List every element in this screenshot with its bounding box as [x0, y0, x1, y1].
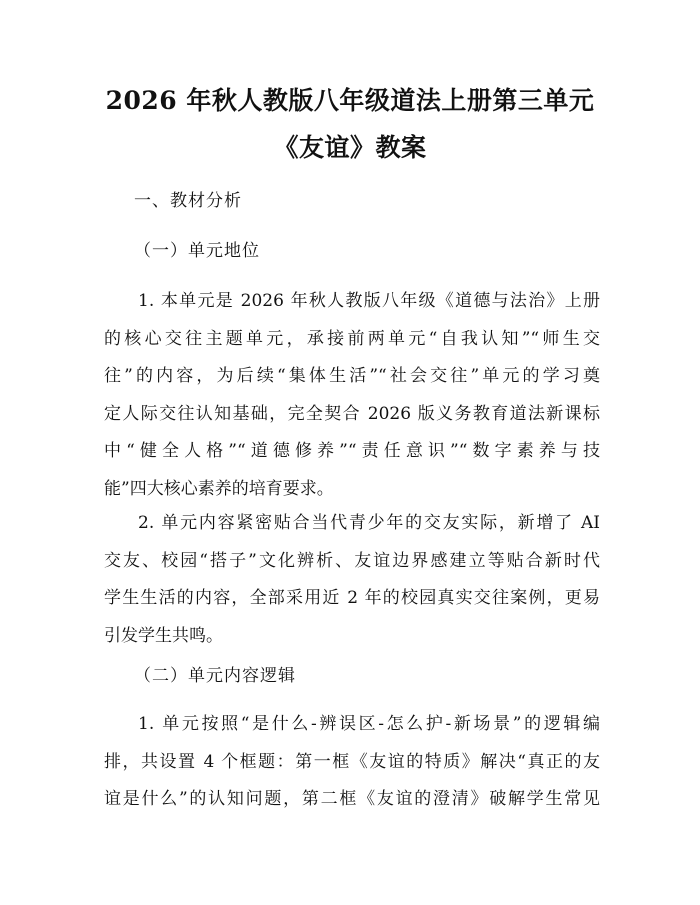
document-title-line-1: 2026 年秋人教版八年级道法上册第三单元 — [105, 86, 595, 115]
paragraph-line: 定人际交往认知基础，完全契合 2026 版义务教育道法新课标 — [104, 403, 600, 424]
paragraph-line: 2. 单元内容紧密贴合当代青少年的交友实际，新增了 AI — [138, 513, 600, 533]
paragraph-line: 引发学生共鸣。 — [104, 625, 223, 646]
subsection-heading-unit-position: （一）单元地位 — [134, 241, 260, 261]
paragraph-line: 交友、校园“搭子”文化辨析、友谊边界感建立等贴合新时代 — [104, 550, 600, 571]
section-heading-textbook-analysis: 一、教材分析 — [134, 191, 242, 211]
paragraph-line: 往”的内容，为后续“集体生活”“社会交往”单元的学习奠 — [104, 366, 600, 387]
paragraph-line: 排，共设置 4 个框题：第一框《友谊的特质》解决“真正的友 — [104, 751, 600, 772]
paragraph-unit-position-2 — [104, 505, 600, 655]
paragraph-content-logic-1 — [104, 706, 600, 819]
paragraph-line: 1. 单元按照“是什么-辨误区-怎么护-新场景”的逻辑编 — [138, 714, 600, 734]
paragraph-line: 中“健全人格”“道德修养”“责任意识”“数字素养与技 — [104, 441, 600, 462]
paragraph-line: 1. 本单元是 2026 年秋人教版八年级《道德与法治》上册 — [138, 291, 600, 311]
paragraph-line: 能”四大核心素养的培育要求。 — [104, 478, 334, 499]
subsection-heading-content-logic: （二）单元内容逻辑 — [134, 666, 296, 686]
paragraph-unit-position-1 — [104, 283, 600, 509]
document-title-line-2: 《友谊》教案 — [273, 133, 427, 162]
paragraph-line: 的核心交往主题单元，承接前两单元“自我认知”“师生交 — [104, 328, 600, 349]
paragraph-line: 谊是什么”的认知问题，第二框《友谊的澄清》破解学生常见 — [104, 789, 600, 810]
paragraph-line: 学生生活的内容，全部采用近 2 年的校园真实交往案例，更易 — [104, 588, 600, 609]
